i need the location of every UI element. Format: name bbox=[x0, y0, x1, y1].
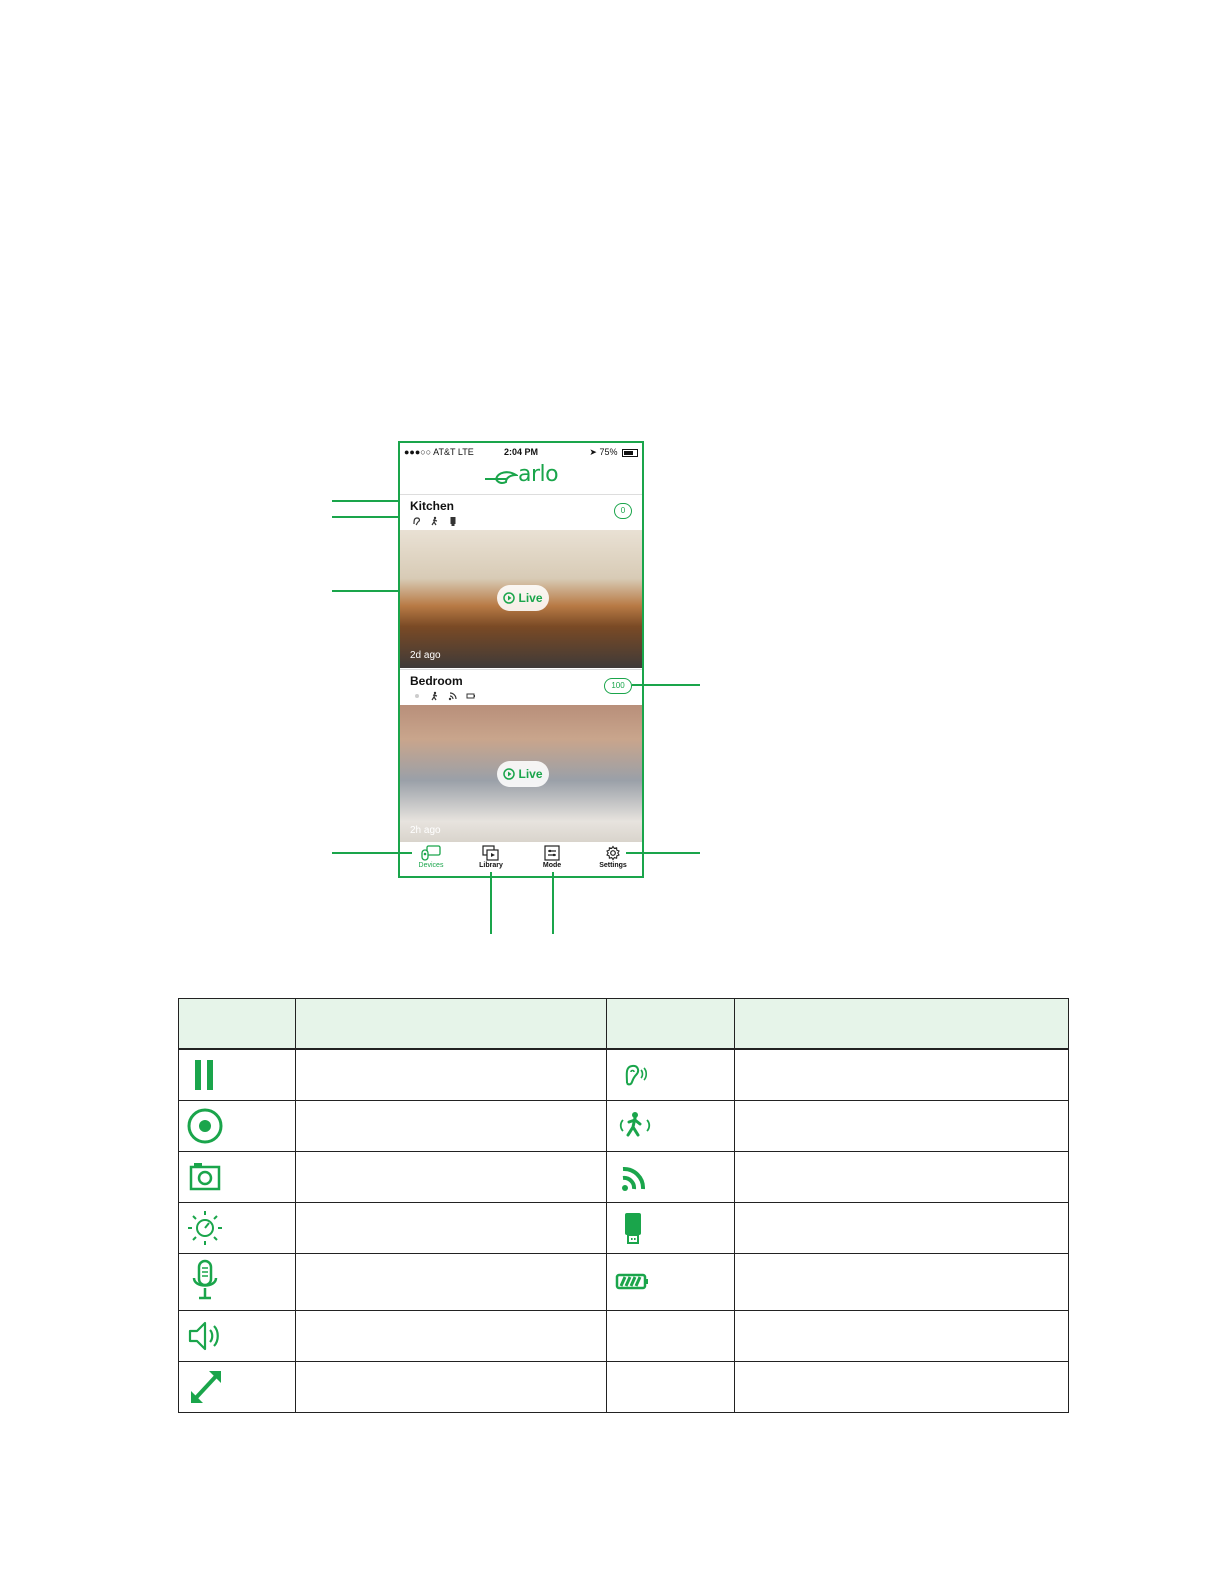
tab-mode[interactable] bbox=[530, 845, 574, 869]
table-cell bbox=[179, 1203, 296, 1254]
live-button[interactable] bbox=[497, 585, 549, 611]
record-icon bbox=[187, 1106, 227, 1146]
motion-detection-icon bbox=[615, 1108, 655, 1144]
table-cell bbox=[179, 1152, 296, 1203]
signal-strength-icon bbox=[448, 691, 458, 701]
arlo-logo-text: arlo bbox=[518, 462, 559, 487]
camera-feed-kitchen[interactable] bbox=[400, 530, 642, 668]
devices-icon bbox=[421, 845, 441, 861]
table-header-cell bbox=[735, 999, 1069, 1050]
battery-status bbox=[589, 447, 638, 458]
motion-detection-icon bbox=[430, 516, 440, 526]
phone-screenshot bbox=[398, 441, 644, 878]
audio-detection-icon bbox=[615, 1057, 655, 1093]
usb-storage-icon bbox=[615, 1210, 655, 1246]
table-row bbox=[179, 1311, 1069, 1362]
fullscreen-icon bbox=[187, 1367, 227, 1407]
table-header-cell bbox=[606, 999, 735, 1050]
library-icon bbox=[482, 845, 500, 861]
table-cell bbox=[735, 1254, 1069, 1311]
table-cell bbox=[735, 1362, 1069, 1413]
callout-line-mode bbox=[552, 872, 554, 934]
table-cell bbox=[179, 1311, 296, 1362]
table-cell bbox=[295, 1311, 606, 1362]
table-row bbox=[179, 1101, 1069, 1152]
tab-label: Mode bbox=[542, 862, 562, 869]
arlo-bird-icon bbox=[484, 469, 518, 487]
table-header-cell bbox=[179, 999, 296, 1050]
table-cell bbox=[606, 1311, 735, 1362]
recording-count-badge[interactable]: 0 bbox=[614, 503, 632, 519]
table-row bbox=[179, 1254, 1069, 1311]
battery-icon bbox=[466, 691, 476, 701]
status-time: 2:04 PM bbox=[504, 447, 539, 457]
table-cell bbox=[735, 1203, 1069, 1254]
carrier-text: ●●●○○ AT&T LTE bbox=[404, 447, 474, 457]
snapshot-camera-icon bbox=[187, 1159, 227, 1195]
location-arrow-icon: ➤ bbox=[589, 447, 597, 457]
camera-status-icons bbox=[412, 516, 458, 526]
table-row bbox=[179, 1049, 1069, 1101]
battery-status-icon bbox=[622, 449, 638, 457]
play-icon bbox=[503, 592, 515, 604]
table-cell bbox=[735, 1152, 1069, 1203]
callout-line-recording-count bbox=[632, 684, 700, 686]
table-cell bbox=[295, 1362, 606, 1413]
callout-line-camera-feed bbox=[332, 590, 398, 592]
signal-strength-icon bbox=[615, 1159, 655, 1195]
usb-storage-icon bbox=[448, 516, 458, 526]
callout-line-settings bbox=[626, 852, 700, 854]
battery-icon bbox=[615, 1264, 655, 1300]
table-cell bbox=[606, 1362, 735, 1413]
last-seen-text: 2d ago bbox=[410, 650, 441, 661]
table-cell bbox=[295, 1203, 606, 1254]
play-icon bbox=[503, 768, 515, 780]
table-cell bbox=[735, 1311, 1069, 1362]
table-cell bbox=[735, 1101, 1069, 1152]
camera-header-bedroom[interactable] bbox=[400, 669, 642, 706]
table-header-row bbox=[179, 999, 1069, 1050]
table-header-cell bbox=[295, 999, 606, 1050]
tab-settings[interactable] bbox=[591, 845, 635, 869]
live-button[interactable] bbox=[497, 761, 549, 787]
brightness-icon bbox=[187, 1208, 227, 1248]
camera-status-icons bbox=[412, 691, 476, 701]
camera-feed-bedroom[interactable] bbox=[400, 705, 642, 842]
icon-legend-table bbox=[178, 998, 1069, 1413]
pause-icon bbox=[187, 1057, 227, 1093]
gear-icon bbox=[604, 845, 622, 861]
table-cell bbox=[606, 1254, 735, 1311]
table-cell bbox=[295, 1101, 606, 1152]
table-cell bbox=[179, 1362, 296, 1413]
tab-label: Devices bbox=[418, 862, 444, 869]
camera-header-kitchen[interactable] bbox=[400, 494, 642, 531]
callout-line-library bbox=[490, 872, 492, 934]
tab-devices[interactable] bbox=[409, 845, 453, 869]
table-row bbox=[179, 1152, 1069, 1203]
table-cell bbox=[295, 1152, 606, 1203]
table-cell bbox=[606, 1101, 735, 1152]
battery-percent: 75% bbox=[599, 447, 618, 457]
tab-label: Settings bbox=[599, 862, 627, 869]
microphone-icon bbox=[187, 1258, 227, 1306]
live-label: Live bbox=[518, 767, 543, 781]
table-cell bbox=[606, 1152, 735, 1203]
table-cell bbox=[179, 1101, 296, 1152]
table-cell bbox=[295, 1049, 606, 1101]
table-cell bbox=[735, 1049, 1069, 1101]
table-row bbox=[179, 1362, 1069, 1413]
status-bar bbox=[400, 443, 642, 461]
table-cell bbox=[606, 1049, 735, 1101]
motion-detection-icon bbox=[430, 691, 440, 701]
tab-label: Library bbox=[479, 862, 503, 869]
table-row bbox=[179, 1203, 1069, 1254]
callout-line-status-icons bbox=[332, 516, 398, 518]
bottom-tab-bar bbox=[400, 843, 642, 876]
camera-name: Kitchen bbox=[410, 499, 455, 513]
mode-icon bbox=[543, 845, 561, 861]
camera-name: Bedroom bbox=[410, 674, 463, 688]
table-cell bbox=[179, 1254, 296, 1311]
callout-line-camera-name bbox=[332, 500, 398, 502]
live-label: Live bbox=[518, 591, 543, 605]
audio-detection-icon bbox=[412, 516, 422, 526]
table-cell bbox=[606, 1203, 735, 1254]
last-seen-text: 2h ago bbox=[410, 825, 441, 836]
recording-count-badge[interactable]: 100 bbox=[604, 678, 632, 694]
speaker-icon bbox=[187, 1318, 227, 1354]
tab-library[interactable] bbox=[469, 845, 513, 869]
callout-line-devices bbox=[332, 852, 412, 854]
table-cell bbox=[295, 1254, 606, 1311]
audio-detection-icon bbox=[412, 691, 422, 701]
table-cell bbox=[179, 1049, 296, 1101]
